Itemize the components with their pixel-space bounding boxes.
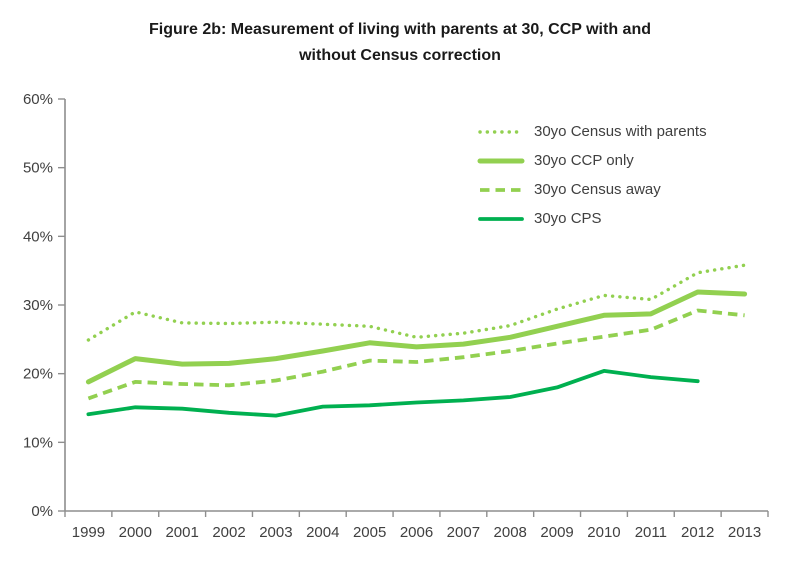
- x-axis-label: 2009: [540, 524, 574, 541]
- y-axis-label: 30%: [22, 297, 53, 314]
- x-axis-label: 2005: [352, 524, 387, 541]
- legend-item-ccp-only: [477, 146, 707, 175]
- x-axis-label: 2000: [118, 524, 152, 541]
- x-axis-label: 2001: [165, 524, 199, 541]
- x-axis-label: 2007: [446, 524, 481, 541]
- x-axis-label: 2010: [587, 524, 621, 541]
- x-axis-label: 2004: [306, 524, 340, 541]
- legend-swatch-thick-line-icon: [477, 155, 525, 167]
- x-axis-label: 2006: [399, 524, 434, 541]
- chart-legend: [477, 117, 707, 233]
- x-axis-label: 2002: [212, 524, 246, 541]
- x-axis-label: 2013: [727, 524, 762, 541]
- series-line-30yo-ccp-only: [88, 292, 744, 382]
- legend-item-cps: [477, 204, 707, 233]
- legend-label: 30yo Census with parents: [534, 123, 707, 140]
- chart-title-line2: without Census correction: [299, 47, 501, 64]
- x-axis-label: 2011: [634, 524, 667, 541]
- x-axis-label: 2003: [259, 524, 293, 541]
- legend-swatch-solid-line-icon: [477, 213, 525, 225]
- y-axis-label: 10%: [22, 434, 53, 452]
- x-axis-label: 1999: [71, 524, 106, 541]
- y-axis-label: 60%: [22, 91, 53, 108]
- y-axis-label: 40%: [22, 228, 53, 246]
- legend-label: 30yo Census away: [534, 181, 661, 198]
- legend-label: 30yo CPS: [534, 210, 602, 227]
- legend-swatch-dashed-line-icon: [477, 184, 525, 196]
- legend-swatch-dotted-line-icon: [477, 126, 525, 138]
- y-axis-label: 20%: [22, 365, 53, 383]
- legend-item-census-with-parents: [477, 117, 707, 146]
- legend-label: 30yo CCP only: [534, 152, 634, 169]
- y-axis-label: 50%: [22, 159, 53, 177]
- series-line-30yo-cps: [88, 371, 697, 416]
- x-axis-label: 2012: [681, 524, 715, 541]
- chart-title-line1: Figure 2b: Measurement of living with parents at 30, CCP with and: [148, 21, 651, 38]
- legend-item-census-away: [477, 175, 707, 204]
- y-axis-label: 0%: [31, 503, 53, 520]
- x-axis-label: 2008: [493, 524, 527, 541]
- series-line-30yo-census-away: [88, 311, 744, 399]
